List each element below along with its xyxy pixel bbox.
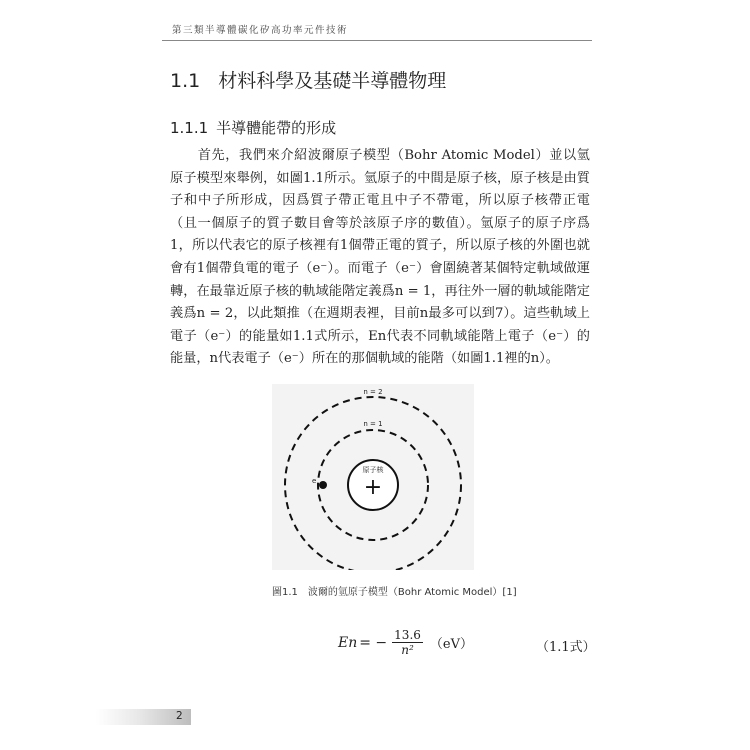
electron-label: e [312, 477, 317, 485]
figure-caption [272, 583, 517, 598]
equation-numerator: 13.6 [394, 628, 421, 642]
section-title-text: 材料科學及基礎半導體物理 [218, 70, 447, 92]
electron [319, 481, 327, 489]
section-number: 1.1 [170, 70, 201, 92]
header-rule [162, 40, 592, 41]
subsection-title [170, 117, 336, 138]
bohr-model-figure [272, 384, 474, 570]
equation-unit: （eV） [429, 637, 473, 652]
equation-denominator: n² [401, 643, 414, 657]
subsection-number: 1.1.1 [170, 119, 209, 137]
equation-lhs: En [338, 634, 358, 651]
orbit-n1-label: n = 1 [363, 420, 383, 428]
nucleus-label: 原子核 [362, 466, 384, 474]
plus-icon: + [363, 475, 383, 500]
energy-equation [338, 628, 473, 657]
orbit-n2-label: n = 2 [363, 388, 383, 396]
figure-number: 圖1.1 [272, 587, 298, 598]
running-header: 第三類半導體碳化矽高功率元件技術 [172, 25, 349, 36]
page-number: 2 [176, 710, 183, 722]
equation-fraction [392, 628, 423, 657]
figure-caption-text: 波爾的氫原子模型（Bohr Atomic Model）[1] [307, 587, 517, 598]
body-paragraph: 首先，我們來介紹波爾原子模型（Bohr Atomic Model）並以氫原子模型來舉例，如圖1.1所示。氫原子的中間是原子核，原子核是由質子和中子所形成，因爲質子帶正電且中子不帶電，所以原子核帶正電（且一個原子的質子數目會等於該原子序的數值）。氫原子的原子序爲1，所以代表它的原子核裡有1個帶正電的質子，所以原子核的外圍也就會有1個帶負電的電子（e⁻）。而電子（e⁻）會圍繞著某個特定軌域做運轉，在最靠近原子核的軌域能階定義爲n = 1，再往外一層的軌域能階定義爲n = 2，以此類推（在週期表裡，目前n最多可以到7）。這些軌域上電子（e⁻）的能量如1.1式所示，En代表不同軌域能階上電子（e⁻）的能量，n代表電子（e⁻）所在的那個軌域的能階（如圖1.1裡的n）。 [170, 148, 590, 367]
subsection-title-text: 半導體能帶的形成 [216, 119, 337, 137]
equation-equals: = − [359, 634, 388, 651]
bohr-model-diagram [272, 384, 474, 570]
section-title [170, 66, 446, 93]
equation-tag: （1.1式） [536, 640, 596, 655]
